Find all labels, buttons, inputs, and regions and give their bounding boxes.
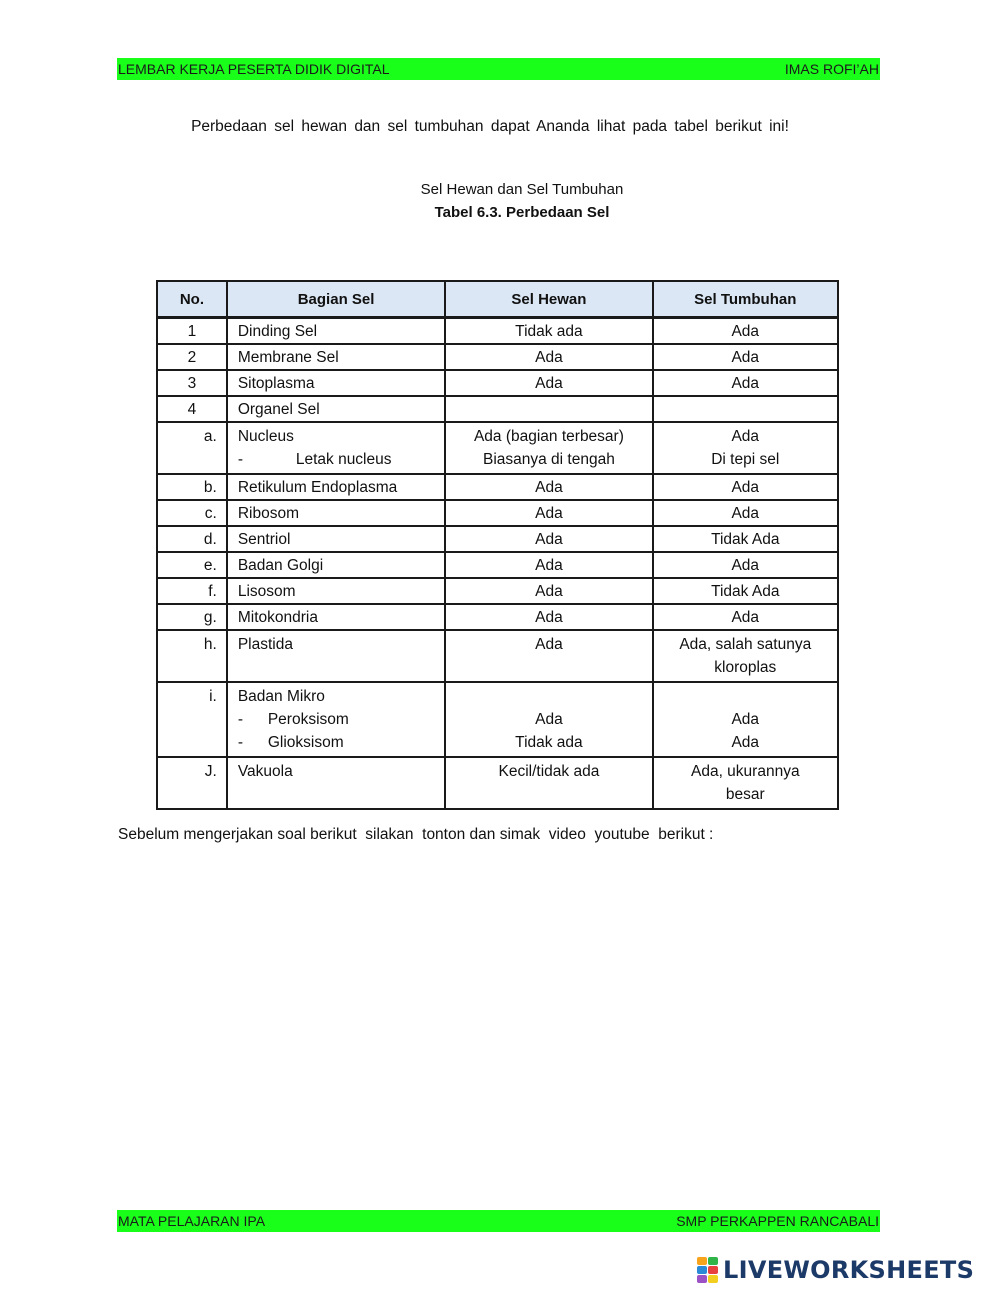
table-row bbox=[157, 500, 838, 526]
cell-no: d. bbox=[157, 526, 227, 552]
cell-animal: Ada bbox=[445, 552, 652, 578]
table-row bbox=[157, 344, 838, 370]
cell-part bbox=[227, 682, 445, 757]
header-right-text: IMAS ROFI’AH bbox=[784, 61, 879, 77]
caption-title: Tabel 6.3. Perbedaan Sel bbox=[434, 204, 610, 221]
footer-left-text: MATA PELAJARAN IPA bbox=[118, 1213, 266, 1229]
cell-animal: Ada bbox=[445, 474, 652, 500]
cell-plant bbox=[653, 630, 838, 682]
table-row bbox=[157, 552, 838, 578]
col-header-plant: Sel Tumbuhan bbox=[653, 281, 838, 318]
sub-dash: - bbox=[237, 734, 244, 751]
header-left-text: LEMBAR KERJA PESERTA DIDIK DIGITAL bbox=[118, 61, 390, 77]
cell-part: Badan Golgi bbox=[227, 552, 445, 578]
cell-part: Sentriol bbox=[227, 526, 445, 552]
logo-text: LIVEWORKSHEETS bbox=[723, 1256, 975, 1284]
cell-part: Lisosom bbox=[227, 578, 445, 604]
cell-part: Membrane Sel bbox=[227, 344, 445, 370]
table-row bbox=[157, 370, 838, 396]
table-row bbox=[157, 318, 838, 345]
cell-plant: Ada bbox=[653, 552, 838, 578]
cell-no: 4 bbox=[157, 396, 227, 422]
cell-part: Retikulum Endoplasma bbox=[227, 474, 445, 500]
table-caption bbox=[0, 178, 1000, 224]
liveworksheets-logo[interactable] bbox=[697, 1256, 974, 1284]
cell-animal: Ada bbox=[445, 370, 652, 396]
intro-text: Perbedaan sel hewan dan sel tumbuhan dapat Ananda lihat pada tabel berikut ini! bbox=[191, 118, 789, 135]
cell-plant: Ada bbox=[653, 474, 838, 500]
plant-line-1: Ada bbox=[731, 428, 760, 445]
col-header-part: Bagian Sel bbox=[227, 281, 445, 318]
cell-plant: Ada bbox=[653, 500, 838, 526]
caption-subtitle: Sel Hewan dan Sel Tumbuhan bbox=[420, 181, 624, 198]
cell-plant: Tidak Ada bbox=[653, 578, 838, 604]
cell-animal: Ada bbox=[445, 344, 652, 370]
cell-plant bbox=[653, 757, 838, 809]
cell-no: g. bbox=[157, 604, 227, 630]
cell-animal: Ada bbox=[445, 578, 652, 604]
cell-plant bbox=[653, 396, 838, 422]
cell-part: Dinding Sel bbox=[227, 318, 445, 345]
cell-no: 1 bbox=[157, 318, 227, 345]
cell-plant bbox=[653, 422, 838, 474]
sub-dash: - bbox=[237, 451, 244, 468]
table-row bbox=[157, 682, 838, 757]
sub-item bbox=[238, 731, 434, 754]
footer-band bbox=[117, 1210, 880, 1232]
cell-animal: Ada bbox=[445, 604, 652, 630]
table-row bbox=[157, 422, 838, 474]
cell-animal: Ada bbox=[445, 500, 652, 526]
table-row bbox=[157, 474, 838, 500]
plant-line-1: Ada, ukurannya bbox=[690, 763, 800, 780]
table-row bbox=[157, 630, 838, 682]
sub-dash: - bbox=[237, 711, 244, 728]
outro-text: Sebelum mengerjakan soal berikut silakan tonton dan simak video youtube berikut : bbox=[118, 826, 714, 843]
cell-animal bbox=[445, 422, 652, 474]
part-label: Badan Mikro bbox=[237, 688, 325, 705]
table-row bbox=[157, 396, 838, 422]
plant-line-2: Ada bbox=[731, 734, 760, 751]
cell-animal: Ada bbox=[445, 630, 652, 682]
cell-part: Plastida bbox=[227, 630, 445, 682]
table-row bbox=[157, 526, 838, 552]
col-header-animal: Sel Hewan bbox=[445, 281, 652, 318]
sub-item bbox=[238, 448, 434, 471]
sub-label: Peroksisom bbox=[267, 711, 349, 728]
sub-item bbox=[238, 708, 434, 731]
animal-line-2: Tidak ada bbox=[515, 734, 583, 751]
cell-no: i. bbox=[157, 682, 227, 757]
table-header-row bbox=[157, 281, 838, 318]
cell-no: b. bbox=[157, 474, 227, 500]
animal-line-1: Ada (bagian terbesar) bbox=[473, 428, 624, 445]
cell-no: c. bbox=[157, 500, 227, 526]
sub-label: Letak nucleus bbox=[295, 451, 392, 468]
plant-line-2: besar bbox=[725, 786, 765, 803]
sub-label: Glioksisom bbox=[267, 734, 344, 751]
footer-right-text: SMP PERKAPPEN RANCABALI bbox=[676, 1213, 879, 1229]
cell-no: h. bbox=[157, 630, 227, 682]
header-band bbox=[117, 58, 880, 80]
animal-line-2: Biasanya di tengah bbox=[482, 451, 615, 468]
col-header-no: No. bbox=[157, 281, 227, 318]
cell-part: Sitoplasma bbox=[227, 370, 445, 396]
cell-part: Mitokondria bbox=[227, 604, 445, 630]
cell-animal: Tidak ada bbox=[445, 318, 652, 345]
cell-no: e. bbox=[157, 552, 227, 578]
part-label: Nucleus bbox=[237, 428, 294, 445]
cell-animal bbox=[445, 682, 652, 757]
cell-no: J. bbox=[157, 757, 227, 809]
cell-no: a. bbox=[157, 422, 227, 474]
table-row bbox=[157, 578, 838, 604]
cell-animal bbox=[445, 396, 652, 422]
cell-plant: Ada bbox=[653, 370, 838, 396]
cell-part bbox=[227, 422, 445, 474]
plant-line-2: Di tepi sel bbox=[711, 451, 780, 468]
animal-line-1: Ada bbox=[535, 711, 563, 728]
cell-no: 3 bbox=[157, 370, 227, 396]
cell-plant bbox=[653, 682, 838, 757]
cell-comparison-table bbox=[156, 280, 839, 810]
plant-line-1: Ada bbox=[731, 711, 760, 728]
cell-part: Ribosom bbox=[227, 500, 445, 526]
plant-line-1: Ada, salah satunya bbox=[679, 636, 812, 653]
cell-part: Organel Sel bbox=[227, 396, 445, 422]
logo-mark-icon bbox=[697, 1257, 718, 1283]
cell-part: Vakuola bbox=[227, 757, 445, 809]
table-row bbox=[157, 757, 838, 809]
cell-no: 2 bbox=[157, 344, 227, 370]
cell-plant: Ada bbox=[653, 318, 838, 345]
cell-plant: Tidak Ada bbox=[653, 526, 838, 552]
cell-plant: Ada bbox=[653, 344, 838, 370]
cell-plant: Ada bbox=[653, 604, 838, 630]
cell-no: f. bbox=[157, 578, 227, 604]
cell-animal: Ada bbox=[445, 526, 652, 552]
cell-animal: Kecil/tidak ada bbox=[445, 757, 652, 809]
plant-line-2: kloroplas bbox=[714, 659, 777, 676]
table-row bbox=[157, 604, 838, 630]
